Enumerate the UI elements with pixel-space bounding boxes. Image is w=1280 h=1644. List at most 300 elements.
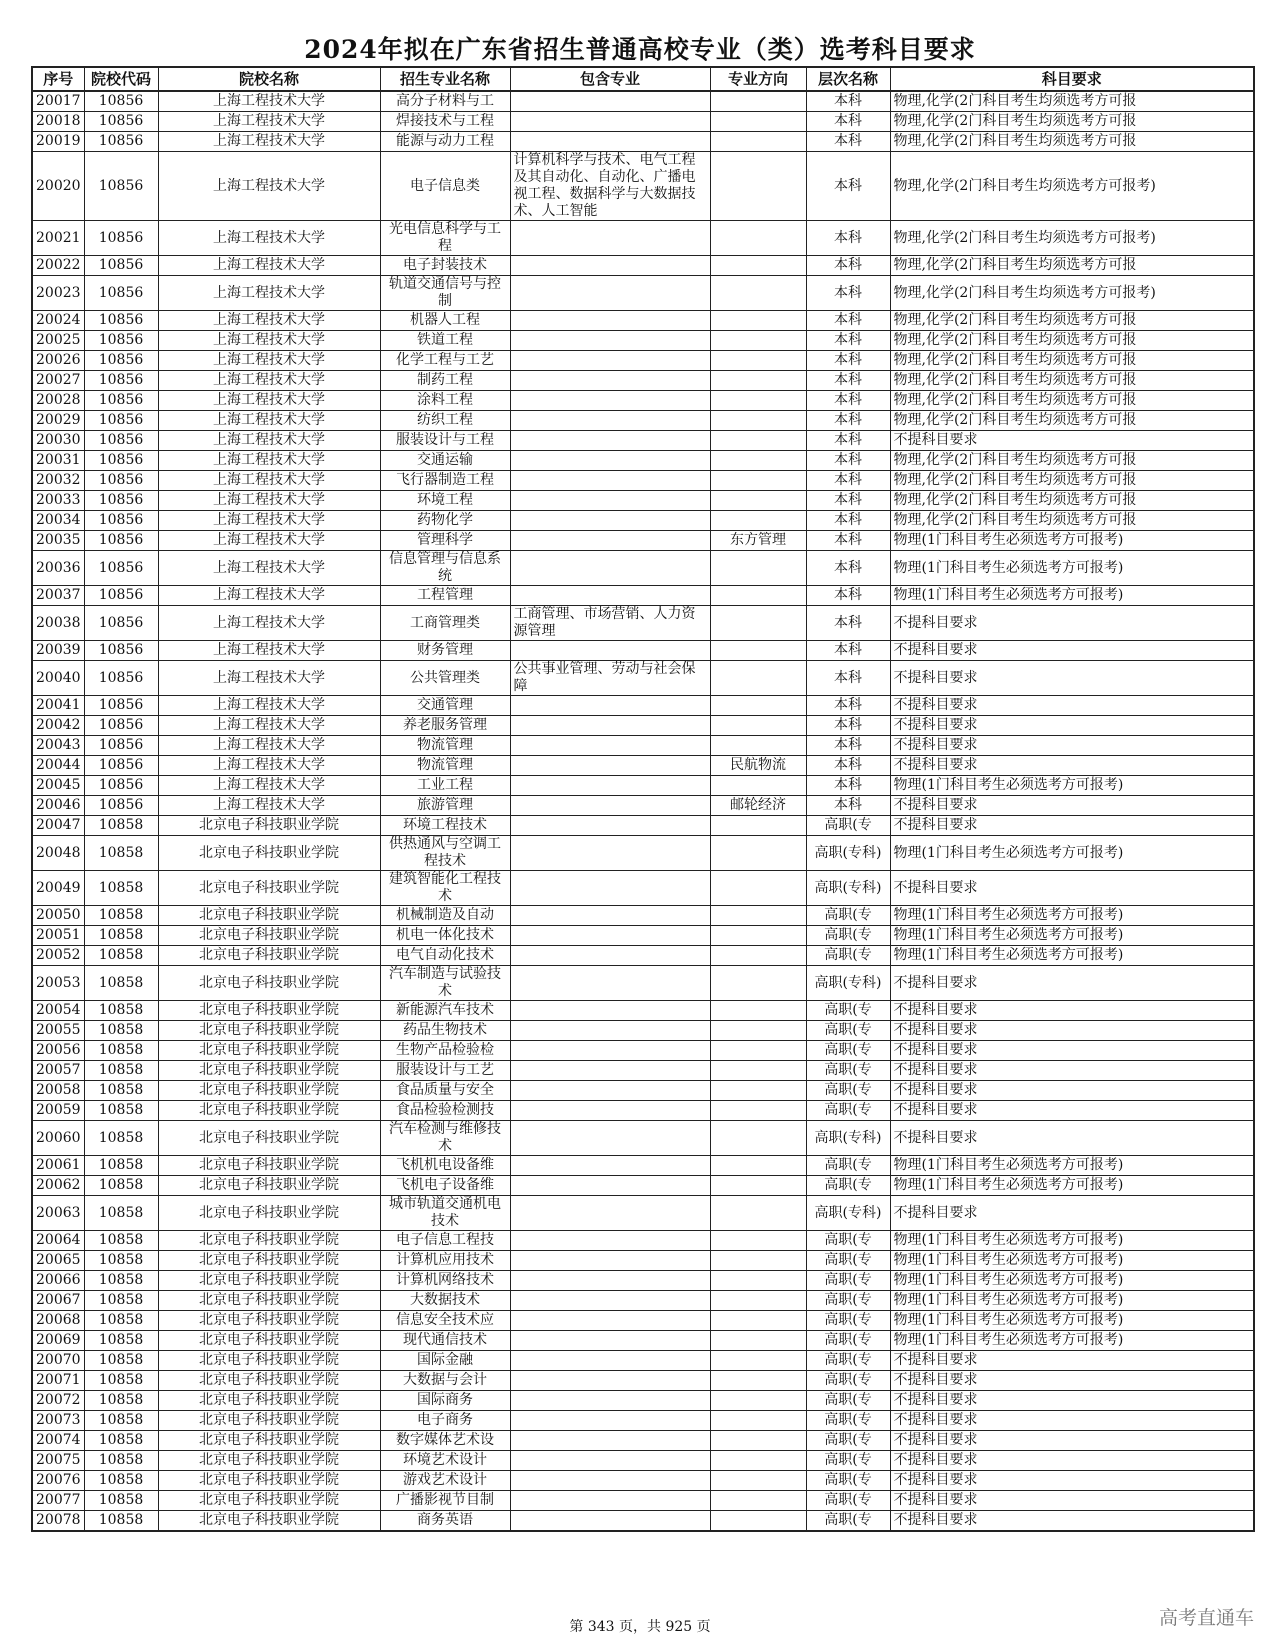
included-majors xyxy=(510,1101,710,1121)
school-code: 10858 xyxy=(84,1081,158,1101)
major-name: 城市轨道交通机电技术 xyxy=(380,1196,510,1231)
level-name: 高职(专 xyxy=(806,1471,890,1491)
school-name: 上海工程技术大学 xyxy=(158,471,380,491)
included-majors xyxy=(510,132,710,152)
major-direction xyxy=(710,132,806,152)
row-seq: 20037 xyxy=(32,586,84,606)
row-seq: 20022 xyxy=(32,256,84,276)
major-name: 物流管理 xyxy=(380,756,510,776)
level-name: 高职(专 xyxy=(806,1511,890,1532)
row-seq: 20056 xyxy=(32,1041,84,1061)
school-code: 10858 xyxy=(84,906,158,926)
major-direction xyxy=(710,1511,806,1532)
subject-requirement: 物理,化学(2门科目考生均须选考方可报 xyxy=(890,451,1254,471)
major-direction xyxy=(710,431,806,451)
major-name: 供热通风与空调工程技术 xyxy=(380,836,510,871)
level-name: 高职(专科) xyxy=(806,1121,890,1156)
major-name: 电子封装技术 xyxy=(380,256,510,276)
table-row xyxy=(32,1331,1254,1351)
row-seq: 20031 xyxy=(32,451,84,471)
major-name: 高分子材料与工 xyxy=(380,91,510,112)
included-majors xyxy=(510,836,710,871)
level-name: 本科 xyxy=(806,351,890,371)
major-name: 环境艺术设计 xyxy=(380,1451,510,1471)
school-code: 10856 xyxy=(84,491,158,511)
table-row xyxy=(32,1176,1254,1196)
included-majors xyxy=(510,276,710,311)
included-majors xyxy=(510,1371,710,1391)
school-code: 10858 xyxy=(84,1351,158,1371)
included-majors xyxy=(510,736,710,756)
row-seq: 20072 xyxy=(32,1391,84,1411)
subject-requirement: 不提科目要求 xyxy=(890,1001,1254,1021)
major-name: 计算机网络技术 xyxy=(380,1271,510,1291)
major-direction xyxy=(710,776,806,796)
row-seq: 20039 xyxy=(32,641,84,661)
school-name: 上海工程技术大学 xyxy=(158,331,380,351)
level-name: 本科 xyxy=(806,606,890,641)
row-seq: 20071 xyxy=(32,1371,84,1391)
major-direction xyxy=(710,1471,806,1491)
school-code: 10858 xyxy=(84,1491,158,1511)
subject-requirement: 物理(1门科目考生必须选考方可报考) xyxy=(890,531,1254,551)
school-name: 上海工程技术大学 xyxy=(158,756,380,776)
table-row xyxy=(32,926,1254,946)
major-direction xyxy=(710,152,806,221)
row-seq: 20040 xyxy=(32,661,84,696)
included-majors xyxy=(510,966,710,1001)
subject-requirement: 物理,化学(2门科目考生均须选考方可报 xyxy=(890,511,1254,531)
school-code: 10858 xyxy=(84,1311,158,1331)
included-majors: 工商管理、市场营销、人力资源管理 xyxy=(510,606,710,641)
level-name: 本科 xyxy=(806,112,890,132)
level-name: 高职(专 xyxy=(806,926,890,946)
school-code: 10856 xyxy=(84,132,158,152)
level-name: 本科 xyxy=(806,471,890,491)
school-code: 10858 xyxy=(84,871,158,906)
row-seq: 20042 xyxy=(32,716,84,736)
school-code: 10856 xyxy=(84,91,158,112)
table-row xyxy=(32,1491,1254,1511)
school-code: 10856 xyxy=(84,551,158,586)
subject-requirement: 物理,化学(2门科目考生均须选考方可报 xyxy=(890,256,1254,276)
row-seq: 20050 xyxy=(32,906,84,926)
row-seq: 20073 xyxy=(32,1411,84,1431)
major-name: 铁道工程 xyxy=(380,331,510,351)
school-code: 10858 xyxy=(84,1291,158,1311)
subject-requirement: 物理(1门科目考生必须选考方可报考) xyxy=(890,1156,1254,1176)
included-majors xyxy=(510,91,710,112)
row-seq: 20027 xyxy=(32,371,84,391)
level-name: 高职(专科) xyxy=(806,871,890,906)
subject-requirement: 物理(1门科目考生必须选考方可报考) xyxy=(890,1176,1254,1196)
school-code: 10858 xyxy=(84,1196,158,1231)
subject-requirement: 物理(1门科目考生必须选考方可报考) xyxy=(890,1311,1254,1331)
major-direction xyxy=(710,696,806,716)
subject-requirement: 物理,化学(2门科目考生均须选考方可报 xyxy=(890,391,1254,411)
row-seq: 20044 xyxy=(32,756,84,776)
major-direction xyxy=(710,926,806,946)
table-row xyxy=(32,661,1254,696)
included-majors xyxy=(510,1176,710,1196)
major-name: 汽车制造与试验技术 xyxy=(380,966,510,1001)
major-name: 养老服务管理 xyxy=(380,716,510,736)
table-row xyxy=(32,1251,1254,1271)
table-row xyxy=(32,1431,1254,1451)
school-name: 上海工程技术大学 xyxy=(158,256,380,276)
level-name: 本科 xyxy=(806,276,890,311)
major-direction xyxy=(710,1231,806,1251)
school-code: 10856 xyxy=(84,641,158,661)
school-code: 10858 xyxy=(84,946,158,966)
row-seq: 20054 xyxy=(32,1001,84,1021)
school-code: 10858 xyxy=(84,926,158,946)
major-direction xyxy=(710,1311,806,1331)
subject-requirement: 不提科目要求 xyxy=(890,871,1254,906)
major-direction xyxy=(710,1156,806,1176)
major-direction xyxy=(710,1196,806,1231)
major-name: 国际金融 xyxy=(380,1351,510,1371)
school-code: 10856 xyxy=(84,311,158,331)
row-seq: 20020 xyxy=(32,152,84,221)
table-row xyxy=(32,756,1254,776)
major-name: 工程管理 xyxy=(380,586,510,606)
level-name: 本科 xyxy=(806,641,890,661)
major-direction xyxy=(710,1021,806,1041)
included-majors xyxy=(510,1231,710,1251)
level-name: 本科 xyxy=(806,796,890,816)
level-name: 本科 xyxy=(806,776,890,796)
level-name: 本科 xyxy=(806,696,890,716)
row-seq: 20021 xyxy=(32,221,84,256)
subject-requirement: 物理(1门科目考生必须选考方可报考) xyxy=(890,551,1254,586)
major-direction xyxy=(710,1291,806,1311)
level-name: 本科 xyxy=(806,756,890,776)
major-direction xyxy=(710,1041,806,1061)
subject-requirement: 不提科目要求 xyxy=(890,966,1254,1001)
subject-requirement: 不提科目要求 xyxy=(890,1041,1254,1061)
included-majors: 计算机科学与技术、电气工程及其自动化、自动化、广播电视工程、数据科学与大数据技术、人工智能 xyxy=(510,152,710,221)
school-name: 北京电子科技职业学院 xyxy=(158,1196,380,1231)
subject-requirement: 不提科目要求 xyxy=(890,1511,1254,1532)
level-name: 本科 xyxy=(806,491,890,511)
level-name: 高职(专 xyxy=(806,1271,890,1291)
table-row xyxy=(32,1451,1254,1471)
school-name: 北京电子科技职业学院 xyxy=(158,1351,380,1371)
level-name: 本科 xyxy=(806,451,890,471)
table-row xyxy=(32,1471,1254,1491)
included-majors xyxy=(510,586,710,606)
school-name: 北京电子科技职业学院 xyxy=(158,1121,380,1156)
level-name: 高职(专 xyxy=(806,1351,890,1371)
included-majors xyxy=(510,716,710,736)
subject-requirement: 不提科目要求 xyxy=(890,1196,1254,1231)
school-name: 北京电子科技职业学院 xyxy=(158,1431,380,1451)
subject-requirement: 物理(1门科目考生必须选考方可报考) xyxy=(890,946,1254,966)
major-name: 现代通信技术 xyxy=(380,1331,510,1351)
major-name: 环境工程技术 xyxy=(380,816,510,836)
subject-requirement: 物理,化学(2门科目考生均须选考方可报 xyxy=(890,411,1254,431)
major-name: 管理科学 xyxy=(380,531,510,551)
included-majors xyxy=(510,1391,710,1411)
included-majors xyxy=(510,451,710,471)
school-name: 北京电子科技职业学院 xyxy=(158,1081,380,1101)
subject-requirement: 物理,化学(2门科目考生均须选考方可报 xyxy=(890,351,1254,371)
table-row xyxy=(32,511,1254,531)
included-majors xyxy=(510,511,710,531)
level-name: 本科 xyxy=(806,661,890,696)
table-row xyxy=(32,152,1254,221)
included-majors xyxy=(510,1156,710,1176)
included-majors xyxy=(510,926,710,946)
row-seq: 20048 xyxy=(32,836,84,871)
school-name: 上海工程技术大学 xyxy=(158,606,380,641)
school-name: 上海工程技术大学 xyxy=(158,716,380,736)
school-name: 上海工程技术大学 xyxy=(158,152,380,221)
level-name: 高职(专 xyxy=(806,906,890,926)
table-row xyxy=(32,871,1254,906)
major-name: 飞机电子设备维 xyxy=(380,1176,510,1196)
table-row xyxy=(32,411,1254,431)
subject-requirement: 不提科目要求 xyxy=(890,1081,1254,1101)
school-code: 10858 xyxy=(84,1331,158,1351)
column-header: 专业方向 xyxy=(710,67,806,91)
school-name: 上海工程技术大学 xyxy=(158,371,380,391)
school-code: 10856 xyxy=(84,716,158,736)
major-name: 飞行器制造工程 xyxy=(380,471,510,491)
included-majors xyxy=(510,531,710,551)
table-row xyxy=(32,451,1254,471)
school-name: 北京电子科技职业学院 xyxy=(158,1251,380,1271)
major-direction xyxy=(710,1251,806,1271)
level-name: 本科 xyxy=(806,331,890,351)
table-row xyxy=(32,1041,1254,1061)
subject-requirement: 不提科目要求 xyxy=(890,696,1254,716)
level-name: 高职(专 xyxy=(806,946,890,966)
major-name: 生物产品检验检 xyxy=(380,1041,510,1061)
school-name: 北京电子科技职业学院 xyxy=(158,1511,380,1532)
included-majors xyxy=(510,756,710,776)
row-seq: 20035 xyxy=(32,531,84,551)
level-name: 高职(专科) xyxy=(806,1196,890,1231)
major-name: 广播影视节目制 xyxy=(380,1491,510,1511)
table-row xyxy=(32,1196,1254,1231)
school-code: 10856 xyxy=(84,756,158,776)
school-name: 上海工程技术大学 xyxy=(158,411,380,431)
table-row xyxy=(32,776,1254,796)
table-row xyxy=(32,736,1254,756)
school-name: 上海工程技术大学 xyxy=(158,776,380,796)
row-seq: 20019 xyxy=(32,132,84,152)
subject-requirement: 物理,化学(2门科目考生均须选考方可报 xyxy=(890,471,1254,491)
major-name: 机电一体化技术 xyxy=(380,926,510,946)
major-direction xyxy=(710,736,806,756)
major-name: 纺织工程 xyxy=(380,411,510,431)
table-header-row xyxy=(32,67,1254,91)
table-row xyxy=(32,1371,1254,1391)
major-direction xyxy=(710,966,806,1001)
major-name: 新能源汽车技术 xyxy=(380,1001,510,1021)
included-majors xyxy=(510,1511,710,1532)
subject-requirement: 不提科目要求 xyxy=(890,1391,1254,1411)
major-name: 焊接技术与工程 xyxy=(380,112,510,132)
school-code: 10858 xyxy=(84,1271,158,1291)
table-row xyxy=(32,966,1254,1001)
table-row xyxy=(32,1101,1254,1121)
row-seq: 20074 xyxy=(32,1431,84,1451)
row-seq: 20068 xyxy=(32,1311,84,1331)
table-row xyxy=(32,351,1254,371)
included-majors xyxy=(510,1041,710,1061)
school-name: 上海工程技术大学 xyxy=(158,511,380,531)
subject-requirement: 物理(1门科目考生必须选考方可报考) xyxy=(890,1251,1254,1271)
row-seq: 20065 xyxy=(32,1251,84,1271)
brand-watermark: 高考直通车 xyxy=(1158,1607,1254,1629)
school-name: 北京电子科技职业学院 xyxy=(158,1411,380,1431)
level-name: 本科 xyxy=(806,391,890,411)
included-majors xyxy=(510,641,710,661)
subject-requirement: 不提科目要求 xyxy=(890,1451,1254,1471)
school-code: 10856 xyxy=(84,351,158,371)
major-direction xyxy=(710,1331,806,1351)
table-row xyxy=(32,836,1254,871)
school-name: 上海工程技术大学 xyxy=(158,696,380,716)
row-seq: 20077 xyxy=(32,1491,84,1511)
included-majors xyxy=(510,871,710,906)
major-direction xyxy=(710,1411,806,1431)
level-name: 高职(专 xyxy=(806,1291,890,1311)
level-name: 本科 xyxy=(806,411,890,431)
table-row xyxy=(32,91,1254,112)
table-row xyxy=(32,371,1254,391)
school-code: 10856 xyxy=(84,586,158,606)
table-row xyxy=(32,641,1254,661)
row-seq: 20038 xyxy=(32,606,84,641)
major-name: 电子信息类 xyxy=(380,152,510,221)
included-majors xyxy=(510,1491,710,1511)
table-row xyxy=(32,946,1254,966)
major-name: 制药工程 xyxy=(380,371,510,391)
subject-requirement: 物理,化学(2门科目考生均须选考方可报 xyxy=(890,311,1254,331)
school-name: 北京电子科技职业学院 xyxy=(158,1021,380,1041)
major-name: 旅游管理 xyxy=(380,796,510,816)
table-row xyxy=(32,586,1254,606)
major-name: 食品质量与安全 xyxy=(380,1081,510,1101)
major-direction: 东方管理 xyxy=(710,531,806,551)
included-majors xyxy=(510,551,710,586)
major-name: 机器人工程 xyxy=(380,311,510,331)
level-name: 高职(专 xyxy=(806,1101,890,1121)
major-direction xyxy=(710,1101,806,1121)
row-seq: 20061 xyxy=(32,1156,84,1176)
major-name: 工商管理类 xyxy=(380,606,510,641)
major-direction xyxy=(710,1271,806,1291)
level-name: 高职(专 xyxy=(806,1491,890,1511)
row-seq: 20024 xyxy=(32,311,84,331)
level-name: 本科 xyxy=(806,716,890,736)
row-seq: 20067 xyxy=(32,1291,84,1311)
column-header: 序号 xyxy=(32,67,84,91)
row-seq: 20017 xyxy=(32,91,84,112)
included-majors xyxy=(510,256,710,276)
level-name: 高职(专科) xyxy=(806,836,890,871)
column-header: 院校代码 xyxy=(84,67,158,91)
level-name: 本科 xyxy=(806,311,890,331)
row-seq: 20047 xyxy=(32,816,84,836)
included-majors xyxy=(510,351,710,371)
level-name: 本科 xyxy=(806,132,890,152)
column-header: 层次名称 xyxy=(806,67,890,91)
school-code: 10858 xyxy=(84,836,158,871)
level-name: 本科 xyxy=(806,531,890,551)
row-seq: 20057 xyxy=(32,1061,84,1081)
row-seq: 20049 xyxy=(32,871,84,906)
major-direction xyxy=(710,1081,806,1101)
level-name: 高职(专 xyxy=(806,1061,890,1081)
table-row xyxy=(32,221,1254,256)
school-name: 上海工程技术大学 xyxy=(158,391,380,411)
subject-requirement: 物理,化学(2门科目考生均须选考方可报 xyxy=(890,371,1254,391)
major-name: 电子商务 xyxy=(380,1411,510,1431)
included-majors xyxy=(510,221,710,256)
table-row xyxy=(32,1156,1254,1176)
level-name: 本科 xyxy=(806,91,890,112)
school-name: 北京电子科技职业学院 xyxy=(158,871,380,906)
major-direction xyxy=(710,112,806,132)
major-direction xyxy=(710,1371,806,1391)
level-name: 高职(专 xyxy=(806,1431,890,1451)
subject-requirement: 物理(1门科目考生必须选考方可报考) xyxy=(890,1231,1254,1251)
major-name: 国际商务 xyxy=(380,1391,510,1411)
major-direction xyxy=(710,871,806,906)
school-code: 10858 xyxy=(84,1451,158,1471)
major-name: 工业工程 xyxy=(380,776,510,796)
major-name: 交通管理 xyxy=(380,696,510,716)
subject-requirement: 不提科目要求 xyxy=(890,1491,1254,1511)
subject-requirement: 物理(1门科目考生必须选考方可报考) xyxy=(890,926,1254,946)
school-name: 北京电子科技职业学院 xyxy=(158,836,380,871)
included-majors xyxy=(510,1081,710,1101)
school-code: 10856 xyxy=(84,511,158,531)
major-name: 轨道交通信号与控制 xyxy=(380,276,510,311)
subject-requirement: 不提科目要求 xyxy=(890,1471,1254,1491)
table-row xyxy=(32,491,1254,511)
included-majors xyxy=(510,816,710,836)
major-direction xyxy=(710,641,806,661)
row-seq: 20051 xyxy=(32,926,84,946)
row-seq: 20034 xyxy=(32,511,84,531)
subject-requirement: 不提科目要求 xyxy=(890,1121,1254,1156)
subject-requirement: 不提科目要求 xyxy=(890,1101,1254,1121)
subject-requirement: 物理,化学(2门科目考生均须选考方可报考) xyxy=(890,152,1254,221)
included-majors xyxy=(510,696,710,716)
major-direction xyxy=(710,816,806,836)
major-direction xyxy=(710,836,806,871)
major-name: 药品生物技术 xyxy=(380,1021,510,1041)
included-majors xyxy=(510,1121,710,1156)
row-seq: 20055 xyxy=(32,1021,84,1041)
row-seq: 20036 xyxy=(32,551,84,586)
subject-requirement: 物理,化学(2门科目考生均须选考方可报考) xyxy=(890,276,1254,311)
major-direction xyxy=(710,1001,806,1021)
major-direction xyxy=(710,1176,806,1196)
school-name: 上海工程技术大学 xyxy=(158,531,380,551)
school-code: 10858 xyxy=(84,1001,158,1021)
school-name: 上海工程技术大学 xyxy=(158,221,380,256)
column-header: 包含专业 xyxy=(510,67,710,91)
school-name: 北京电子科技职业学院 xyxy=(158,1001,380,1021)
major-name: 交通运输 xyxy=(380,451,510,471)
